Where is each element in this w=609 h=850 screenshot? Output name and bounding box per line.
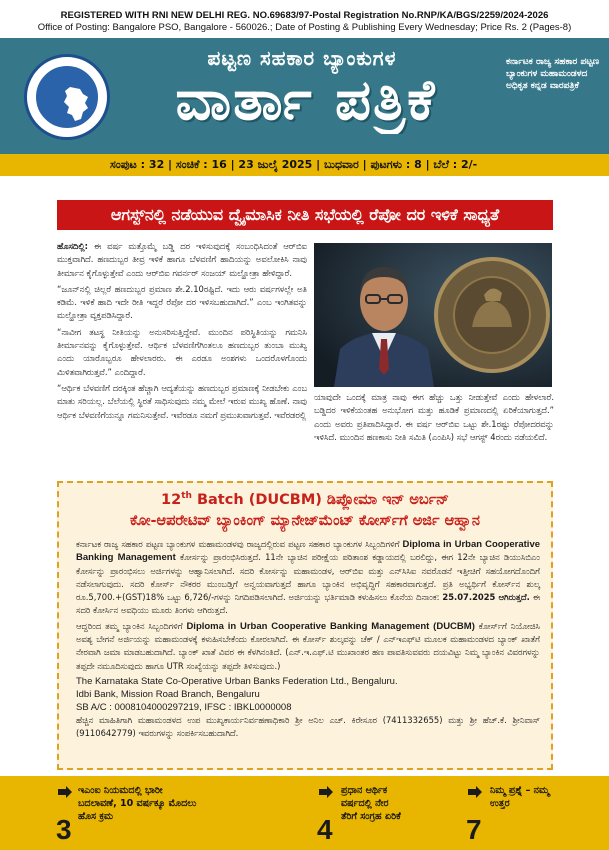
article-paragraph-text: ಈ ವರ್ಷ ಮತ್ತೊಮ್ಮೆ ಬಡ್ಡಿ ದರ ಇಳಿಸುವುದಕ್ಕೆ ಸಂಬಂಧಿಸಿದಂತೆ ಆರ್‌ಬಿಐ ಮುಕ್ತವಾಗಿದೆ. ಹಣದುಬ್ಬರ ತೀವ್ರ ಇಳಿಕೆ ಹಾಗೂ ಬೆಳವಣಿಗೆ ಹಾದಿಯನ್ನು ಅವಲೋಕಿಸಿ ನಾವು ತೀರ್ಮಾನ ಕೈಗೊಳ್ಳುತ್ತೇವೆ ಎಂದು ಆರ್‌ಬಿಐ ಗವರ್ನರ್ ಸಂಜಯ್ ಮಲ್ಹೋತ್ರಾ ಹೇಳಿದ್ದಾರೆ. xyxy=(57,241,307,278)
teaser-item[interactable] xyxy=(0,776,203,850)
notice-text: ಕರ್ನಾಟಕ ರಾಜ್ಯ ಸಹಕಾರ ಪಟ್ಟಣ ಬ್ಯಾಂಕುಗಳ ಮಹಾಮಂಡಳವು ರಾಜ್ಯದಲ್ಲಿರುವ ಪಟ್ಟಣ ಸಹಕಾರ ಬ್ಯಾಂಕುಗಳ ಸಿಬ್ಬಂದಿಗಳಿಗೆ xyxy=(76,539,403,549)
federation-logo xyxy=(24,54,110,140)
article-paragraph: “ನಾವೀಗ ತಟಸ್ಥ ನೀತಿಯನ್ನು ಅನುಸರಿಸುತ್ತಿದ್ದೇವೆ. ಮುಂದಿನ ಪರಿಸ್ಥಿತಿಯನ್ನು ಗಮನಿಸಿ ತೀರ್ಮಾನವನ್ನು ಕೈಗೊಳ್ಳುತ್ತೇವೆ. ಆರ್ಥಿಕ ಬೆಳವಣಿಗೆಗಿಂತಲೂ ಹಣದುಬ್ಬರ ತುಂಬಾ ಮುಖ್ಯ ಎಂದು ಯಾರೊಬ್ಬರೂ ಹೇಳಲಾರರು. ಈ ಎರಡೂ ಅಂಶಗಳು ಒಂದರೊಳಗೊಂದು ಮಿಳಿತವಾಗಿರುತ್ತವೆ.” ಎಂದಿದ್ದಾರೆ. xyxy=(57,326,307,377)
article-paragraph: “ಜೂನ್‌ನಲ್ಲಿ ಚಿಲ್ಲರೆ ಹಣದುಬ್ಬರ ಪ್ರಮಾಣ ಶೇ.2.10ರಷ್ಟಿದೆ. ಇದು ಆರು ವರ್ಷಗಳಲ್ಲೇ ಅತಿ ಕಡಿಮೆ. ಇಳಿಕೆ ಹಾದಿ ಇದೇ ರೀತಿ ಇದ್ದರೆ ರೆಪೋ ದರ ಇಳಿಸಬಹುದಾಗಿದೆ.” ಎಂಬ ಇಂಗಿತವನ್ನು ಮಲ್ಹೋತ್ರಾ ವ್ಯಕ್ತಪಡಿಸಿದ್ದಾರೆ. xyxy=(57,283,307,321)
teaser-item[interactable] xyxy=(406,776,609,850)
notice-paragraph xyxy=(76,620,540,673)
teaser-text: ನಿಮ್ಮ ಪ್ರಶ್ನೆ – ನಮ್ಮ ಉತ್ತರ xyxy=(490,785,550,809)
notice-title xyxy=(59,491,551,508)
arrow-icon xyxy=(319,786,333,798)
registration-line: REGISTERED WITH RNI NEW DELHI REG. NO.69683/97-Postal Registration No.RNP/KA/BGS/2259/2024-2026 xyxy=(60,10,549,21)
course-name: Diploma in Urban Cooperative Banking Management xyxy=(76,539,541,564)
teaser-text: ಪ್ರಧಾನ ಆರ್ಥಿಕ ವರ್ಷದಲ್ಲಿ ನೇರ ತೆರಿಗೆ ಸಂಗ್ರಹ ಏರಿಕೆ xyxy=(341,785,401,822)
logo-emblem xyxy=(34,64,100,130)
notice-text: ಕೋರ್ಸ್‌ಗೆ ನಿಯೋಜಿಸಿ ಅವಶ್ಯ ಬೇಗನೆ ಅರ್ಜಿಯನ್ನು ಮಹಾಮಂಡಳಕ್ಕೆ ಕಳುಹಿಸಬೇಕೆಂದು ಕೋರಲಾಗಿದೆ. ಈ ಕೋರ್ಸ್ ಶುಲ್ಕವನ್ನು ಚೆಕ್ / ಎನ್‌ಇಎಫ್‌ಟಿ ಮೂಲಕ ಮಹಾಮಂಡಳದ ಬ್ಯಾಂಕ್ ಖಾತೆಗೆ ನೇರವಾಗಿ ಜಮಾ ಮಾಡಬಹುದಾಗಿದೆ. ಬ್ಯಾಂಕ್ ಖಾತೆ ವಿವರ ಈ ಕೆಳಗಿನಂತಿದೆ. (ಎನ್.ಇ.ಎಫ್.ಟಿ ಮುಖಾಂತರ ಹಣ ಪಾವತಿಸುವವರು ದಯವಿಟ್ಟು ನಿಮ್ಮ ಬ್ಯಾಂಕಿನ ವಿವರಗಳನ್ನು ತಪ್ಪದೇ ನಮೂದಿಸುವುದು ಹಾಗೂ UTR ಸಂಖ್ಯೆಯನ್ನು ತಪ್ಪದೇ ತಿಳಿಸುವುದು.) xyxy=(76,620,540,671)
last-date: 25.07.2025 ಆಗಿರುತ್ತದೆ. xyxy=(442,592,530,603)
governor-photo xyxy=(314,243,552,387)
notice-body xyxy=(76,538,540,743)
photo-illustration xyxy=(314,243,552,387)
notice-subtitle: ಕೋ-ಆಪರೇಟಿವ್ ಬ್ಯಾಂಕಿಂಗ್ ಮ್ಯಾನೇಜ್‌ಮೆಂಟ್ ಕೋರ್ಸ್‌ಗೆ ಅರ್ಜಿ ಆಹ್ವಾನ xyxy=(130,513,480,529)
dateline: ಹೊಸದಿಲ್ಲಿ: xyxy=(57,241,89,251)
teaser-page-number: 3 xyxy=(56,814,72,845)
article-continuation: ಯಾವುದೇ ಒಂದಕ್ಕೆ ಮಾತ್ರ ನಾವು ಈಗ ಹೆಚ್ಚು ಒತ್ತು ನೀಡುತ್ತೇವೆ ಎಂದು ಹೇಳಲಾರೆ. ಬಡ್ಡಿದರ ಇಳಿಕೆಯಂತಹ ಅನುಭೋಗ ಮತ್ತು ಹೂಡಿಕೆ ಪ್ರಮಾಣದಲ್ಲಿ ಏರಿಕೆಯಾಗುತ್ತದೆ.” ಎಂದು ಅವರು ಪ್ರತಿಪಾದಿಸಿದ್ದಾರೆ. ಈ ವರ್ಷ ಆರ್‌ಬಿಐ ಒಟ್ಟು ಶೇ.1ರಷ್ಟು ರೆಪೋದರವನ್ನು ಇಳಿಸಿದೆ. ಮುಂದಿನ ಹಣಕಾಸು ನೀತಿ ಸಮಿತಿ (ಎಂಪಿಸಿ) ಸಭೆ ಆಗಸ್ಟ್ 4ರಂದು ನಡೆಯಲಿದೆ. xyxy=(314,392,554,442)
issue-info-text: ಸಂಪುಟ : 32 | ಸಂಚಿಕೆ : 16 | 23 ಜುಲೈ 2025 | ಬುಧವಾರ | ಪುಟಗಳು : 8 | ಬೆಲೆ : 2/- xyxy=(110,158,478,171)
ducbm-notice xyxy=(57,481,553,770)
notice-text: ಈ ಸದರಿ ಕೋರ್ಸಿನ ಅವಧಿಯು ಮೂರು ತಿಂಗಳು ಆಗಿರುತ್ತದೆ. xyxy=(76,592,540,616)
article-paragraph xyxy=(57,240,307,280)
issue-info-bar xyxy=(0,154,609,176)
posting-line: Office of Posting: Bangalore PSO, Bangalore - 560026.; Date of Posting & Publishing Every Wednesday; Price Rs. 2 (Pages-8) xyxy=(37,22,572,33)
masthead-subtitle: ಪಟ್ಟಣ ಸಹಕಾರ ಬ್ಯಾಂಕುಗಳ xyxy=(207,46,397,70)
article-paragraph: “ಆರ್ಥಿಕ ಬೆಳವಣಿಗೆ ದರಕ್ಕಿಂತ ಹೆಚ್ಚಾಗಿ ಆದ್ಯತೆಯನ್ನು ಹಣದುಬ್ಬರ ಪ್ರಮಾಣಕ್ಕೆ ನೀಡಬೇಕು ಎಂಬ ಮಾತು ಸರಿಯಲ್ಲ. ಬೆಲೆಯಲ್ಲಿ ಸ್ಥಿರತೆ ಸಾಧಿಸುವುದು ನಮ್ಮ ಮೇಲೆ ಇರುವ ಮುಖ್ಯ ಹೊಣೆ. ನಾವು ಆರ್ಥಿಕ ಬೆಳವಣಿಗೆಯನ್ನೂ ಗಮನಿಸುತ್ತೇವೆ. ಇವೆರಡೂ ನಮಗೆ ಪ್ರಮುಖವಾಗುತ್ತವೆ. ಇವೆರಡರಲ್ಲಿ xyxy=(57,382,307,420)
course-name: Diploma in Urban Cooperative Banking Management (DUCBM) xyxy=(186,620,475,632)
notice-title-text: Batch (DUCBM) ಡಿಪ್ಲೋಮಾ ಇನ್ ಅರ್ಬನ್ xyxy=(191,491,449,508)
notice-text: ಕೋರ್ಸನ್ನು ಪ್ರಾರಂಭಿಸಿರುತ್ತದೆ. 11ನೇ ಬ್ಯಾಚಿನ ಪರೀಕ್ಷೆಯ ಪಠಿತಾಂಶ ಕಡ್ಡಾಯದಲ್ಲಿ ಬರಲಿದ್ದು, ಈಗ 12ನೇ ಬ್ಯಾಚಿನ ಡಿಯುಸಿಬಿಎಂ ಕೋರ್ಸನ್ನು ಪ್ರಾರಂಭಿಸಲು ಅರ್ಜಿಗಳನ್ನು ಆಹ್ವಾನಿಸಲಾಗಿದೆ. ಸದರಿ ಕೋರ್ಸನ್ನು ಮಹಾಮಂಡಳ, ಆರ್‌ಬಿಐ ಮತ್ತು ಎನ್‌ಸಿಸಿಐ ನವರೊಡನೆ ಇತ್ತೀಚಿಗೆ ಸಹಯೋಗದೊಂದಿಗೆ ನಡೆಸಲಾಗುವುದು. ಸದರಿ ಕೋರ್ಸ್ ನೌಕರರ ಮುಂಬಡ್ತಿಗೆ ಅನ್ವಯವಾಗುತ್ತದೆ ಹಾಗೂ ಬ್ಯಾಂಕಿನ ಅಭಿವೃದ್ಧಿಗೆ ಸಹಕಾರವಾಗುತ್ತದೆ. ಪ್ರತಿ ಅಭ್ಯರ್ಥಿಗೆ ಕೋರ್ಸ್‌ನ ಶುಲ್ಕ ರೂ.5,700.+(GST)18% ಒಟ್ಟು 6,726/-ಗಳನ್ನು ನಿಗದಿಪಡಿಸಲಾಗಿದೆ. ಅರ್ಜಿಯನ್ನು ಭರ್ತಿಮಾಡಿ ಕಳುಹಿಸಲು ಕೊನೆಯ ದಿನಾಂಕ: xyxy=(76,552,540,603)
bank-account-line: SB A/C : 0008104000297219, IFSC : IBKL0000008 xyxy=(76,701,292,713)
footer-teasers xyxy=(0,776,609,850)
notice-paragraph xyxy=(76,538,540,618)
masthead xyxy=(0,38,609,154)
batch-number: 12 xyxy=(161,491,182,508)
arrow-icon xyxy=(58,786,72,798)
contact-paragraph: ಹೆಚ್ಚಿನ ಮಾಹಿತಿಗಾಗಿ ಮಹಾಮಂಡಳದ ಉಪ ಮುಖ್ಯಕಾರ್ಯನಿರ್ವಹಣಾಧಿಕಾರಿ ಶ್ರೀ ಅನಿಲ ಎಚ್. ಕಿರೇಸೂರ (7411332655) ಮತ್ತು ಶ್ರೀ ಹೆಚ್.ಕೆ. ಶ್ರೀನಿವಾಸ್ (9110642779) ಇವರುಗಳನ್ನು ಸಂಪರ್ಕಿಸಬಹುದಾಗಿದೆ. xyxy=(76,714,540,739)
teaser-text: ಇಎಂಐ ನಿಯಮದಲ್ಲಿ ಭಾರೀ ಬದಲಾವಣೆ, 10 ವರ್ಷಕ್ಕೂ ಮೊದಲು ಹೊಸ ಕ್ರಮ xyxy=(78,785,197,822)
teaser-item[interactable] xyxy=(203,776,406,850)
teaser-page-number: 7 xyxy=(466,814,482,845)
bank-address-line: Idbi Bank, Mission Road Branch, Bengaluru xyxy=(76,688,260,700)
bank-address-line: The Karnataka State Co-Operative Urban Banks Federation Ltd., Bengaluru. xyxy=(76,675,398,687)
article-headline: ಆಗಸ್ಟ್‌ನಲ್ಲಿ ನಡೆಯುವ ದ್ವೈಮಾಸಿಕ ನೀತಿ ಸಭೆಯಲ್ಲಿ ರೆಪೋ ದರ ಇಳಿಕೆ ಸಾಧ್ಯತೆ xyxy=(57,200,553,230)
article-lead-column xyxy=(57,240,307,425)
arrow-icon xyxy=(468,786,482,798)
notice-text: ಆದ್ದರಿಂದ ತಮ್ಮ ಬ್ಯಾಂಕಿನ ಸಿಬ್ಬಂದಿಗಳಿಗೆ xyxy=(76,620,187,631)
teaser-page-number: 4 xyxy=(317,814,333,845)
batch-suffix: th xyxy=(181,491,192,501)
karnataka-map-icon xyxy=(61,86,91,122)
masthead-description: ಕರ್ನಾಟಕ ರಾಜ್ಯ ಸಹಕಾರ ಪಟ್ಟಣ ಬ್ಯಾಂಕುಗಳ ಮಹಾಮಂಡಳದ ಅಧಿಕೃತ ಕನ್ನಡ ವಾರಪತ್ರಿಕೆ xyxy=(506,57,600,91)
masthead-title: ವಾರ್ತಾ ಪತ್ರಿಕೆ xyxy=(175,68,437,133)
